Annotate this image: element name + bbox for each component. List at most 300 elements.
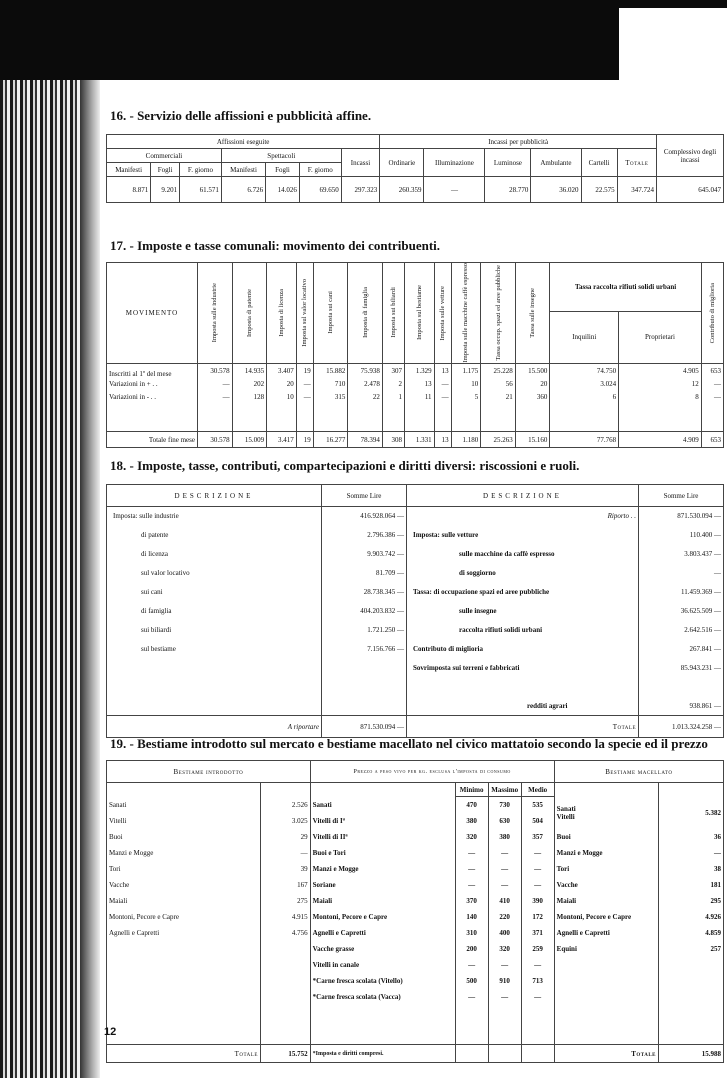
value-cell: 15.882 — [313, 363, 348, 378]
table-row — [107, 564, 724, 583]
value-cell: 13 — [405, 378, 435, 391]
prezzo-medio: 172 — [521, 909, 554, 925]
somma-left — [322, 659, 407, 678]
total-value-cell: 308 — [382, 432, 404, 448]
page-number: 12 — [104, 1026, 117, 1038]
col-ambulante: Ambulante — [531, 149, 581, 177]
somma-right: 11.459.369 — — [639, 583, 724, 602]
somma-right: 85.943.231 — — [639, 659, 724, 678]
empty-cell — [488, 1045, 521, 1063]
table-row — [107, 989, 724, 1005]
introdotto-value: 275 — [260, 893, 310, 909]
empty-cell — [521, 1045, 554, 1063]
macellato-label: Maiali — [554, 893, 658, 909]
desc-right: Tassa: di occupazione spazi ed aree pubbliche — [407, 583, 639, 602]
value-cell: 14.935 — [232, 363, 267, 378]
value-cell: 6.726 — [221, 177, 265, 203]
value-cell: 8 — [619, 391, 702, 404]
value-cell: 297.323 — [341, 177, 380, 203]
col-imp-bestiame: Imposta sul bestiame — [415, 285, 423, 341]
table-row — [107, 526, 724, 545]
table-row — [107, 829, 724, 845]
value-cell: 19 — [296, 363, 313, 378]
prezzo-medio: 504 — [521, 813, 554, 829]
introdotto-label: Montoni, Pecore e Capre — [107, 909, 261, 925]
table-row — [107, 697, 724, 716]
prezzo-label: Manzi e Mogge — [310, 861, 455, 877]
value-cell: 3.024 — [550, 378, 619, 391]
col-cartelli: Cartelli — [581, 149, 617, 177]
desc-right: redditi agrari — [407, 697, 639, 716]
desc-left: sul valor locativo — [107, 564, 322, 583]
somma-left: 2.796.386 — — [322, 526, 407, 545]
value-cell: 21 — [481, 391, 516, 404]
col-fogli-spett: Fogli — [266, 163, 300, 177]
empty-cell — [550, 404, 619, 432]
value-cell: 315 — [313, 391, 348, 404]
somma-left: 1.721.250 — — [322, 621, 407, 640]
macellato-label — [554, 989, 658, 1005]
introdotto-value — [260, 989, 310, 1005]
prezzo-min: — — [455, 845, 488, 861]
header-spettacoli: Spettacoli — [221, 149, 341, 163]
table-row — [107, 925, 724, 941]
value-cell: — — [434, 378, 451, 391]
prezzo-label: Vitelli in canale — [310, 957, 455, 973]
empty-cell — [310, 1005, 455, 1045]
col-imp-vetture: Imposta sulle vetture — [439, 285, 447, 341]
macellato-label: Equini — [554, 941, 658, 957]
prezzo-min: 470 — [455, 797, 488, 813]
total-value-cell: 653 — [701, 432, 723, 448]
empty-cell — [455, 1045, 488, 1063]
total-value-cell: 19 — [296, 432, 313, 448]
col-luminose: Luminose — [485, 149, 531, 177]
header-incassi-pubblicita: Incassi per pubblicità — [380, 135, 657, 149]
header-incassi: Incassi — [341, 149, 380, 177]
introdotto-value: 39 — [260, 861, 310, 877]
prezzo-medio: — — [521, 861, 554, 877]
macellato-value — [659, 957, 724, 973]
prezzo-label: Maiali — [310, 893, 455, 909]
introdotto-value: 3.025 — [260, 813, 310, 829]
col-imp-patente: Imposta di patente — [245, 288, 253, 337]
totale-label: Totale — [407, 716, 639, 738]
value-cell: 22.575 — [581, 177, 617, 203]
prezzo-label: Buoi e Tori — [310, 845, 455, 861]
value-cell: — — [198, 378, 233, 391]
desc-left: sul bestiame — [107, 640, 322, 659]
empty-cell — [521, 1005, 554, 1045]
value-cell: 69.650 — [299, 177, 341, 203]
value-cell: — — [701, 378, 723, 391]
prezzo-label: Soriane — [310, 877, 455, 893]
section-17-title: 17. - Imposte e tasse comunali: movimento dei contribuenti. — [110, 238, 441, 253]
table-row — [107, 363, 724, 378]
macellato-label: Manzi e Mogge — [554, 845, 658, 861]
empty-cell — [348, 404, 383, 432]
macellato-sanati-vitelli — [554, 797, 658, 829]
introdotto-label: Buoi — [107, 829, 261, 845]
col-proprietari: Proprietari — [619, 311, 702, 363]
table-row — [107, 621, 724, 640]
prezzo-medio: — — [521, 845, 554, 861]
table-spacer-row — [107, 404, 724, 432]
desc-left: sui biliardi — [107, 621, 322, 640]
empty-cell — [313, 404, 348, 432]
total-value-cell: 16.277 — [313, 432, 348, 448]
prezzo-medio: 390 — [521, 893, 554, 909]
table-total-row — [107, 1045, 724, 1063]
value-cell: 202 — [232, 378, 267, 391]
somma-left: 416.928.064 — — [322, 507, 407, 526]
macellato-label-sanati: Sanati — [556, 804, 576, 813]
macellato-label: Vacche — [554, 877, 658, 893]
col-tassa-insegne: Tassa sulle insegne — [529, 287, 537, 338]
macellato-label: Agnelli e Capretti — [554, 925, 658, 941]
prezzo-max: 220 — [488, 909, 521, 925]
value-cell: 10 — [451, 378, 481, 391]
empty-cell — [451, 404, 481, 432]
col-imp-valor-locativo: Imposta sul valor locativo — [301, 278, 309, 347]
value-cell: 1.329 — [405, 363, 435, 378]
introdotto-label — [107, 989, 261, 1005]
introdotto-value: 4.756 — [260, 925, 310, 941]
value-cell: 4.905 — [619, 363, 702, 378]
value-cell: 1 — [382, 391, 404, 404]
introdotto-total-value: 15.752 — [260, 1045, 310, 1063]
macellato-value: 257 — [659, 941, 724, 957]
header-movimento: MOVIMENTO — [107, 263, 198, 364]
prezzo-max: 320 — [488, 941, 521, 957]
table-row — [107, 678, 724, 697]
somma-right: 267.841 — — [639, 640, 724, 659]
value-cell: 260.359 — [380, 177, 424, 203]
prezzo-min: 200 — [455, 941, 488, 957]
introdotto-label — [107, 941, 261, 957]
desc-right — [407, 678, 639, 697]
header-tassa-rifiuti: Tassa raccolta rifiuti solidi urbani — [550, 263, 701, 312]
somma-left: 81.709 — — [322, 564, 407, 583]
table-row — [107, 545, 724, 564]
table-18 — [106, 484, 724, 738]
prezzo-max: — — [488, 989, 521, 1005]
value-cell: 360 — [515, 391, 550, 404]
introdotto-label: Vitelli — [107, 813, 261, 829]
header-complessivo: Complessivo degli incassi — [657, 135, 724, 177]
somma-right: — — [639, 564, 724, 583]
table-total-row — [107, 716, 724, 738]
scan-top-border — [0, 0, 619, 80]
header-affissioni: Affissioni eseguite — [107, 135, 380, 149]
table-row — [107, 941, 724, 957]
riporto-value: 871.530.094 — — [639, 507, 724, 526]
prezzi-note: *Imposta e diritti compresi. — [310, 1045, 455, 1063]
value-cell: 20 — [515, 378, 550, 391]
introdotto-value: 29 — [260, 829, 310, 845]
table-row — [107, 507, 724, 526]
table-row — [107, 640, 724, 659]
empty-cell — [405, 404, 435, 432]
macellato-label: Montoni, Pecore e Capre — [554, 909, 658, 925]
value-cell: 22 — [348, 391, 383, 404]
table-row — [107, 845, 724, 861]
macellato-value: 181 — [659, 877, 724, 893]
col-fgiorno-comm: F. giorno — [180, 163, 222, 177]
prezzo-label: Vitelli di IIª — [310, 829, 455, 845]
table-19 — [106, 760, 724, 1063]
value-cell: 15.500 — [515, 363, 550, 378]
desc-right: Sovrimposta sui terreni e fabbricati — [407, 659, 639, 678]
value-cell: 36.020 — [531, 177, 581, 203]
prezzo-medio: — — [521, 877, 554, 893]
value-cell: 307 — [382, 363, 404, 378]
col-medio: Medio — [521, 783, 554, 797]
value-cell: — — [296, 391, 313, 404]
col-tassa-occupazione: Tassa occup. spazi ed aree pubbliche — [494, 264, 502, 361]
prezzo-min: 140 — [455, 909, 488, 925]
value-cell: 3.407 — [267, 363, 297, 378]
introdotto-label — [107, 957, 261, 973]
empty-cell — [232, 404, 267, 432]
prezzo-medio: 713 — [521, 973, 554, 989]
macellato-value: 295 — [659, 893, 724, 909]
macellato-value: 5.382 — [659, 797, 724, 829]
macellato-label — [554, 973, 658, 989]
empty-cell — [382, 404, 404, 432]
desc-right: sulle macchine da caffè espresso — [407, 545, 639, 564]
prezzo-min: — — [455, 989, 488, 1005]
header-descrizione-right: DESCRIZIONE — [407, 485, 639, 507]
prezzo-max: 730 — [488, 797, 521, 813]
total-value-cell: 13 — [434, 432, 451, 448]
col-totale: Totale — [617, 149, 656, 177]
col-manifesti-spett: Manifesti — [221, 163, 265, 177]
value-cell: 9.201 — [151, 177, 180, 203]
macellato-value: 4.926 — [659, 909, 724, 925]
total-label: Totale fine mese — [107, 432, 198, 448]
table-row — [107, 659, 724, 678]
table-row — [107, 957, 724, 973]
col-fgiorno-spett: F. giorno — [299, 163, 341, 177]
empty-cell — [107, 697, 322, 716]
total-value-cell: 4.909 — [619, 432, 702, 448]
empty-cell — [107, 1005, 261, 1045]
total-value-cell: 77.768 — [550, 432, 619, 448]
prezzo-label: *Carne fresca scolata (Vacca) — [310, 989, 455, 1005]
somma-right: 3.803.437 — — [639, 545, 724, 564]
section-18-title: 18. - Imposte, tasse, contributi, compartecipazioni e diritti diversi: riscossioni e ruoli. — [110, 458, 580, 473]
prezzo-medio: 259 — [521, 941, 554, 957]
value-cell: 2.478 — [348, 378, 383, 391]
value-cell: 645.047 — [657, 177, 724, 203]
prezzo-max: 630 — [488, 813, 521, 829]
prezzo-min: 310 — [455, 925, 488, 941]
desc-right: sulle insegne — [407, 602, 639, 621]
somma-left: 9.903.742 — — [322, 545, 407, 564]
header-descrizione-left: DESCRIZIONE — [107, 485, 322, 507]
desc-right: Contributo di miglioria — [407, 640, 639, 659]
prezzo-medio: — — [521, 989, 554, 1005]
prezzo-max: 400 — [488, 925, 521, 941]
introdotto-label: Agnelli e Capretti — [107, 925, 261, 941]
introdotto-value: 4.915 — [260, 909, 310, 925]
prezzo-min: — — [455, 877, 488, 893]
table-row — [107, 391, 724, 404]
col-imp-famiglia: Imposta di famiglia — [361, 287, 369, 339]
table-total-row — [107, 432, 724, 448]
total-value-cell: 78.394 — [348, 432, 383, 448]
col-contributo-miglioria: Contributo di miglioria — [708, 282, 716, 343]
macellato-total-value: 15.988 — [659, 1045, 724, 1063]
section-16-title: 16. - Servizio delle affissioni e pubblicità affine. — [110, 108, 372, 123]
empty-cell — [198, 404, 233, 432]
empty-cell — [515, 404, 550, 432]
riporto-label: Riporto . . — [407, 507, 639, 526]
prezzo-min: — — [455, 861, 488, 877]
table-row — [107, 909, 724, 925]
prezzo-min: 320 — [455, 829, 488, 845]
prezzo-label: Vacche grasse — [310, 941, 455, 957]
table-row — [107, 602, 724, 621]
empty-cell — [701, 404, 723, 432]
value-cell: 28.770 — [485, 177, 531, 203]
desc-right: Imposta: sulle vetture — [407, 526, 639, 545]
empty-cell — [554, 1005, 658, 1045]
empty-cell — [488, 1005, 521, 1045]
introdotto-value — [260, 957, 310, 973]
prezzo-max: 910 — [488, 973, 521, 989]
row-label: Variazioni in + . . — [107, 378, 198, 391]
col-illuminazione: Illuminazione — [424, 149, 485, 177]
introdotto-value: — — [260, 845, 310, 861]
table-16 — [106, 134, 724, 203]
desc-left: di licenza — [107, 545, 322, 564]
total-value-cell: 15.009 — [232, 432, 267, 448]
prezzo-max: 380 — [488, 829, 521, 845]
value-cell: 10 — [267, 391, 297, 404]
empty-cell — [260, 1005, 310, 1045]
macellato-value — [659, 973, 724, 989]
value-cell: 8.871 — [107, 177, 151, 203]
value-cell: 5 — [451, 391, 481, 404]
value-cell: 14.026 — [266, 177, 300, 203]
macellato-label: Buoi — [554, 829, 658, 845]
table-row — [107, 797, 724, 813]
prezzo-max: — — [488, 957, 521, 973]
prezzo-label: Vitelli di Iª — [310, 813, 455, 829]
col-minimo: Minimo — [455, 783, 488, 797]
introdotto-label: Maiali — [107, 893, 261, 909]
introdotto-label — [107, 973, 261, 989]
somma-left: 7.156.766 — — [322, 640, 407, 659]
value-cell: 74.750 — [550, 363, 619, 378]
macellato-total-label: Totale — [554, 1045, 658, 1063]
desc-left: di famiglia — [107, 602, 322, 621]
empty-cell — [434, 404, 451, 432]
col-ordinarie: Ordinarie — [380, 149, 424, 177]
prezzo-min: 370 — [455, 893, 488, 909]
value-cell: 12 — [619, 378, 702, 391]
value-cell: 2 — [382, 378, 404, 391]
value-cell: 56 — [481, 378, 516, 391]
macellato-value — [659, 989, 724, 1005]
col-imp-macchine-caffe: Imposta sulle macchine caffè espresso — [462, 263, 470, 363]
value-cell: 653 — [701, 363, 723, 378]
table-row — [107, 893, 724, 909]
somma-right: 110.400 — — [639, 526, 724, 545]
table-16-values-row — [107, 177, 724, 203]
value-cell: 61.571 — [180, 177, 222, 203]
value-cell: 128 — [232, 391, 267, 404]
col-manifesti-comm: Manifesti — [107, 163, 151, 177]
introdotto-value: 167 — [260, 877, 310, 893]
value-cell: 20 — [267, 378, 297, 391]
value-cell: — — [198, 391, 233, 404]
empty-cell — [659, 1005, 724, 1045]
empty-cell — [107, 404, 198, 432]
macellato-value: 36 — [659, 829, 724, 845]
col-imp-licenza: Imposta di licenza — [277, 288, 285, 337]
introdotto-label: Tori — [107, 861, 261, 877]
table-17 — [106, 262, 724, 448]
totale-value: 1.013.324.258 — — [639, 716, 724, 738]
prezzo-max: — — [488, 845, 521, 861]
prezzo-min: 500 — [455, 973, 488, 989]
macellato-value: 38 — [659, 861, 724, 877]
prezzo-max: — — [488, 861, 521, 877]
header-bestiame-macellato: Bestiame macellato — [554, 761, 723, 783]
prezzo-label: *Carne fresca scolata (Vitello) — [310, 973, 455, 989]
col-imp-biliardi: Imposta sui biliardi — [389, 287, 397, 339]
document-page — [100, 80, 727, 1078]
total-value-cell: 1.180 — [451, 432, 481, 448]
macellato-value: — — [659, 845, 724, 861]
header-somme-left: Somme Lire — [322, 485, 407, 507]
introdotto-value — [260, 973, 310, 989]
desc-left: Imposta: sulle industrie — [107, 507, 322, 526]
header-commerciali: Commerciali — [107, 149, 222, 163]
somma-right: 938.861 — — [639, 697, 724, 716]
desc-right: di soggiorno — [407, 564, 639, 583]
empty-cell — [322, 697, 407, 716]
value-cell: — — [434, 391, 451, 404]
macellato-label-vitelli: Vitelli — [556, 812, 575, 821]
somma-left: 28.738.345 — — [322, 583, 407, 602]
somma-right: 36.625.509 — — [639, 602, 724, 621]
prezzo-label: Sanati — [310, 797, 455, 813]
prezzo-medio: 535 — [521, 797, 554, 813]
total-value-cell: 25.263 — [481, 432, 516, 448]
col-imp-cani: Imposta sui cani — [327, 291, 335, 335]
value-cell: 6 — [550, 391, 619, 404]
prezzo-medio: — — [521, 957, 554, 973]
somma-right: 2.642.516 — — [639, 621, 724, 640]
table-spacer-row — [107, 1005, 724, 1045]
desc-left: di patente — [107, 526, 322, 545]
value-cell: 25.228 — [481, 363, 516, 378]
introdotto-label: Manzi e Mogge — [107, 845, 261, 861]
introdotto-total-label: Totale — [107, 1045, 261, 1063]
somma-left — [322, 678, 407, 697]
value-cell: 11 — [405, 391, 435, 404]
somma-left: 404.203.832 — — [322, 602, 407, 621]
introdotto-value: 2.526 — [260, 797, 310, 813]
header-somme-right: Somme Lire — [639, 485, 724, 507]
value-cell: 710 — [313, 378, 348, 391]
value-cell: — — [424, 177, 485, 203]
table-row — [107, 583, 724, 602]
